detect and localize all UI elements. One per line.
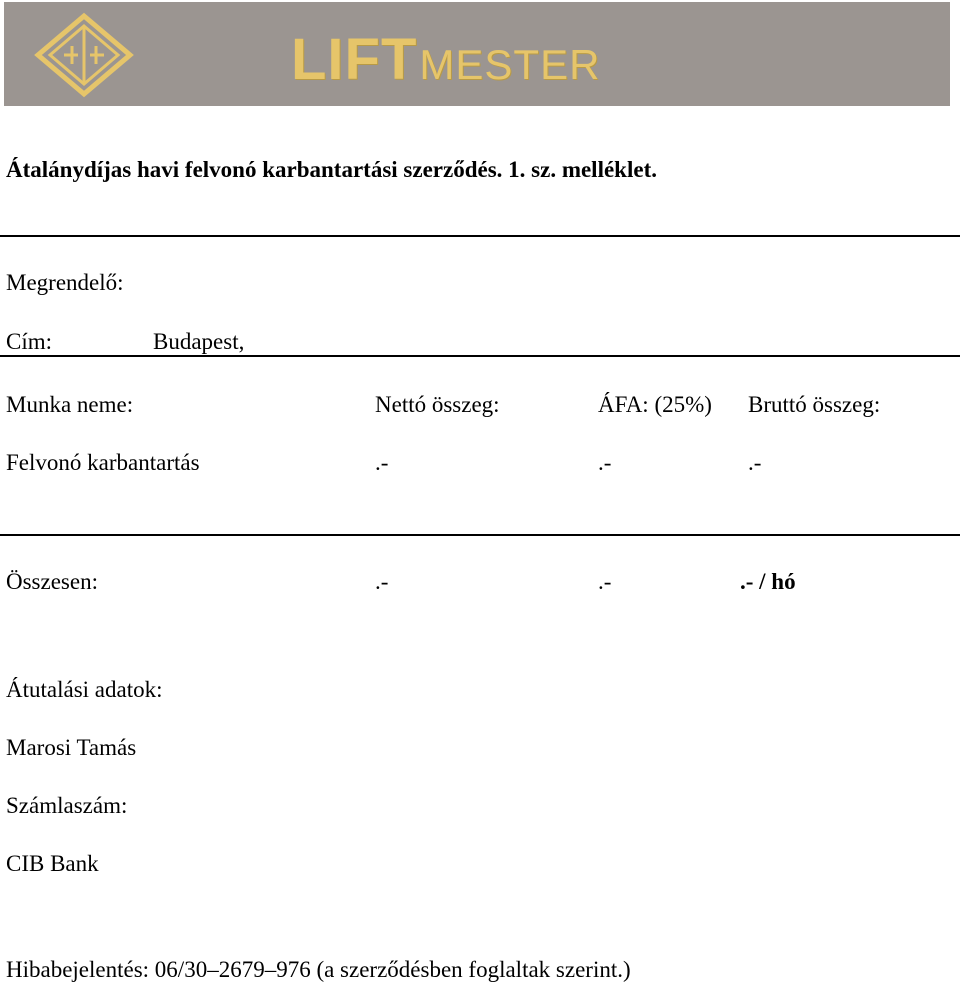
lift-door-diamond-icon [34,12,134,98]
fault-report-line: Hibabejelentés: 06/30–2679–976 (a szerződésben foglaltak szerint.) [6,957,631,982]
header-banner [4,2,950,106]
divider [0,534,960,536]
divider [0,235,960,237]
net-amount-value: .- [375,450,389,475]
address-label: Cím: [6,329,53,354]
total-gross-value: .- / hó [740,569,796,594]
gross-amount-header: Bruttó összeg: [748,392,881,417]
vat-header: ÁFA: (25%) [598,392,712,417]
work-type-value: Felvonó karbantartás [6,450,200,475]
address-value: Budapest, [153,329,245,354]
payee-name: Marosi Tamás [6,735,137,760]
total-label: Összesen: [6,569,98,594]
transfer-heading: Átutalási adatok: [6,677,163,702]
brand-logotype [291,26,600,90]
gross-amount-value: .- [748,450,762,475]
account-number-label: Számlaszám: [6,793,128,818]
net-amount-header: Nettó összeg: [375,392,500,417]
brand-lift: LIFT [291,27,418,92]
total-vat-value: .- [598,569,612,594]
document-title: Átalánydíjas havi felvonó karbantartási szerződés. 1. sz. melléklet. [6,157,657,182]
vat-value: .- [598,450,612,475]
brand-mester: MESTER [419,41,601,88]
orderer-label: Megrendelő: [6,270,124,295]
bank-name: CIB Bank [6,851,99,876]
work-type-header: Munka neme: [6,392,134,417]
total-net-value: .- [375,569,389,594]
divider [0,355,960,357]
